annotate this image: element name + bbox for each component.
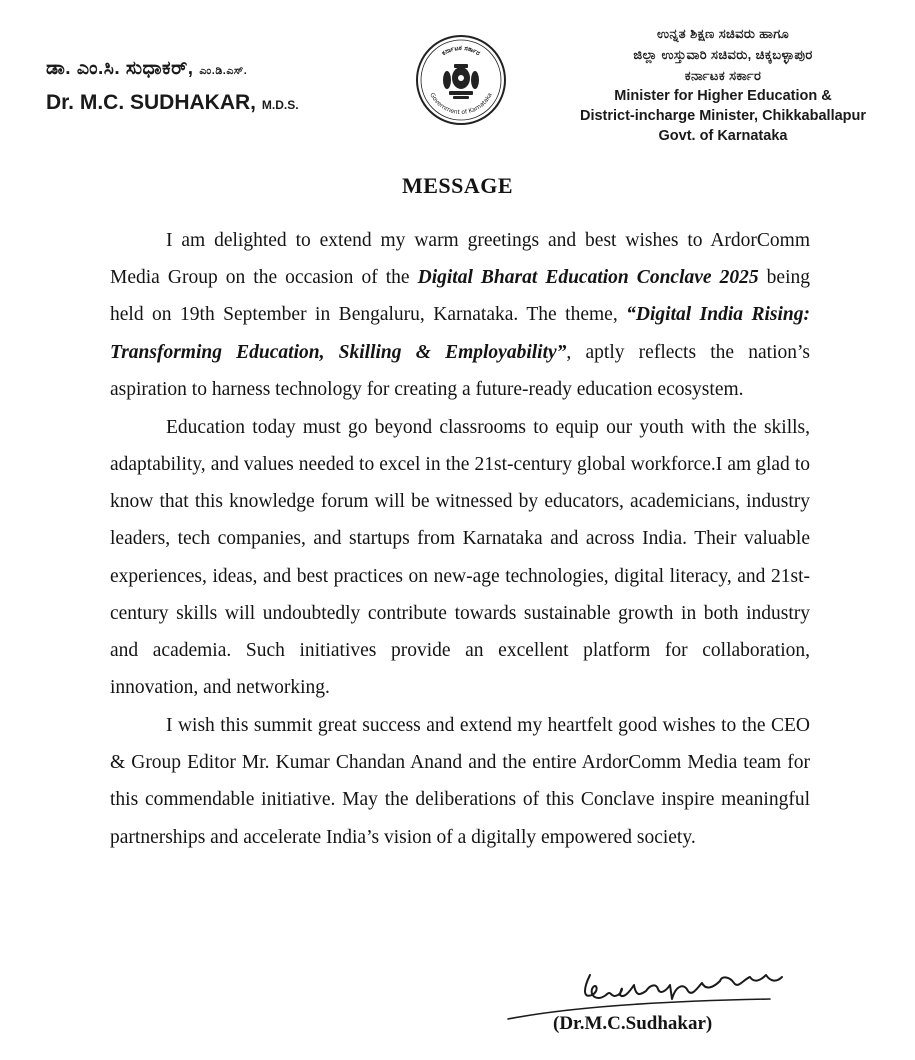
designation-english-line-3: Govt. of Karnataka [658,128,788,144]
paragraph-1 [110,222,810,408]
designation-english-line-1: Minister for Higher Education & [614,88,832,104]
message-body [110,222,810,857]
designation-kannada-line-2: ಜಿಲ್ಲಾ ಉಸ್ತುವಾರಿ ಸಚಿವರು, ಚಿಕ್ಕಬಳ್ಳಾಪುರ [633,47,813,62]
svg-text:ಕರ್ನಾಟಕ ಸರ್ಕಾರ: ಕರ್ನಾಟಕ ಸರ್ಕಾರ [440,43,482,58]
signature-name: (Dr.M.C.Sudhakar) [553,1013,713,1034]
paragraph-1-part-2: being held on 19th September in Bengaluru, Karnataka. The theme, [110,267,810,326]
name-kannada [46,57,299,83]
government-emblem-seal-icon [415,34,507,126]
message-title: MESSAGE [401,173,514,198]
event-theme: “Digital India Rising: Transforming Education, Skilling & Employability” [110,304,811,363]
designation-kannada-line-3: ಕರ್ನಾಟಕ ಸರ್ಕಾರ [684,68,762,83]
paragraph-2: Education today must go beyond classrooms to equip our youth with the skills, adaptability, and values needed to excel in the 21st-century global workforce.I am glad to know that this knowledge forum will be witnessed by educators, academicians, industry leaders, tech companies, and startups from Karnataka and across India. Their valuable experiences, ideas, and best practices on new-age technologies, digital literacy, and 21st-century skills will undoubtedly contribute towards sustainable growth in both industry and academia. Such initiatives provide an excellent platform for collaboration, innovation, and networking. [110,416,810,699]
letterhead-right [573,23,873,146]
paragraph-3: I wish this summit great success and extend my heartfelt good wishes to the CEO & Group Editor Mr. Kumar Chandan Anand and the entire ArdorComm Media team for this commendable initiative. May the deliberations of this Conclave inspire meaningful partnerships and accelerate India’s vision of a digitally empowered society. [110,715,810,848]
degree-kannada: ಎಂ.ಡಿ.ಎಸ್. [199,65,248,77]
letterhead-left [46,57,299,119]
name-english [46,89,299,119]
paragraph-1-part-3: , aptly reflects the nation’s aspiration to harness technology for creating a future-ready education ecosystem. [110,341,811,400]
paragraph-1-part-1: I am delighted to extend my warm greetings and best wishes to ArdorComm Media Group on the occasion of the [110,230,810,289]
name-kannada-text: ಡಾ. ಎಂ.ಸಿ. ಸುಧಾಕರ್, [46,58,194,79]
event-name: Digital Bharat Education Conclave 2025 [417,267,759,289]
svg-text:Government of Karnataka: Government of Karnataka [428,91,494,117]
designation-kannada-line-1: ಉನ್ನತ ಶಿಕ್ಷಣ ಸಚಿವರು ಹಾಗೂ [656,26,790,41]
name-english-text: Dr. M.C. SUDHAKAR, [46,91,257,114]
degree-english: M.D.S. [261,98,299,112]
designation-english-line-2: District-incharge Minister, Chikkaballapur [579,108,867,124]
